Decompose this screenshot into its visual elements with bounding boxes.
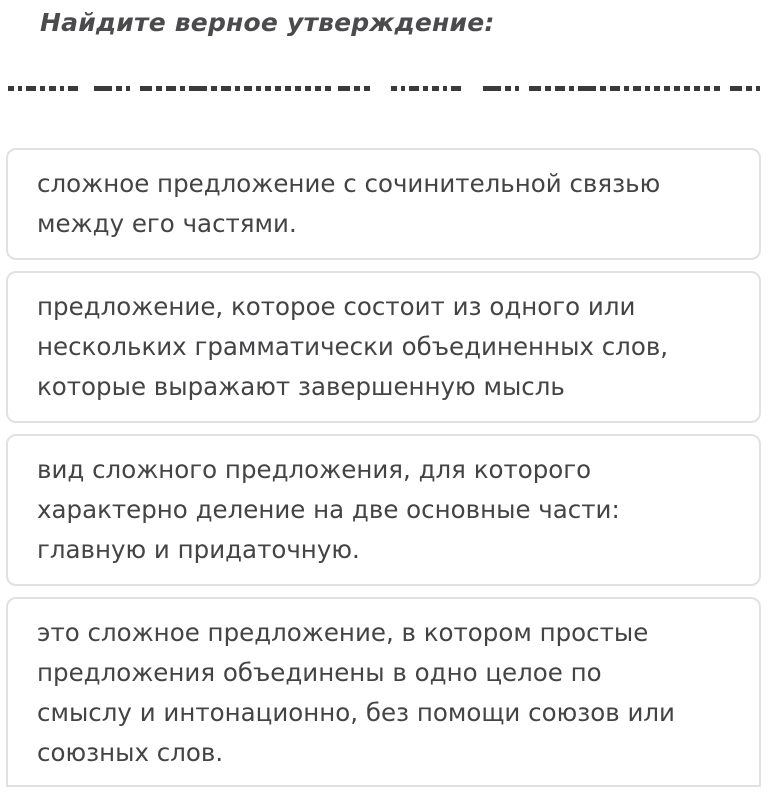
obscured-text-divider xyxy=(8,84,760,94)
answer-option-text: предложение, которое состоит из одного или нескольких грамматически объединенных слов, которые выражают завершенную мысль xyxy=(37,292,669,401)
answer-option-text: это сложное предложение, в котором простые предложения объединены в одно целое по смыслу и интонационно, без помощи союзов или союзных слов. xyxy=(37,618,675,767)
answer-options xyxy=(6,148,761,798)
answer-option-1[interactable] xyxy=(6,148,761,260)
answer-option-2[interactable] xyxy=(6,271,761,423)
answer-option-3[interactable] xyxy=(6,434,761,586)
answer-option-text: вид сложного предложения, для которого характерно деление на две основные части: главную и придаточную. xyxy=(37,455,620,564)
answer-option-text: сложное предложение с сочинительной связью между его частями. xyxy=(37,169,661,238)
question-title: Найдите верное утверждение: xyxy=(40,8,495,37)
answer-option-4[interactable] xyxy=(6,597,761,787)
